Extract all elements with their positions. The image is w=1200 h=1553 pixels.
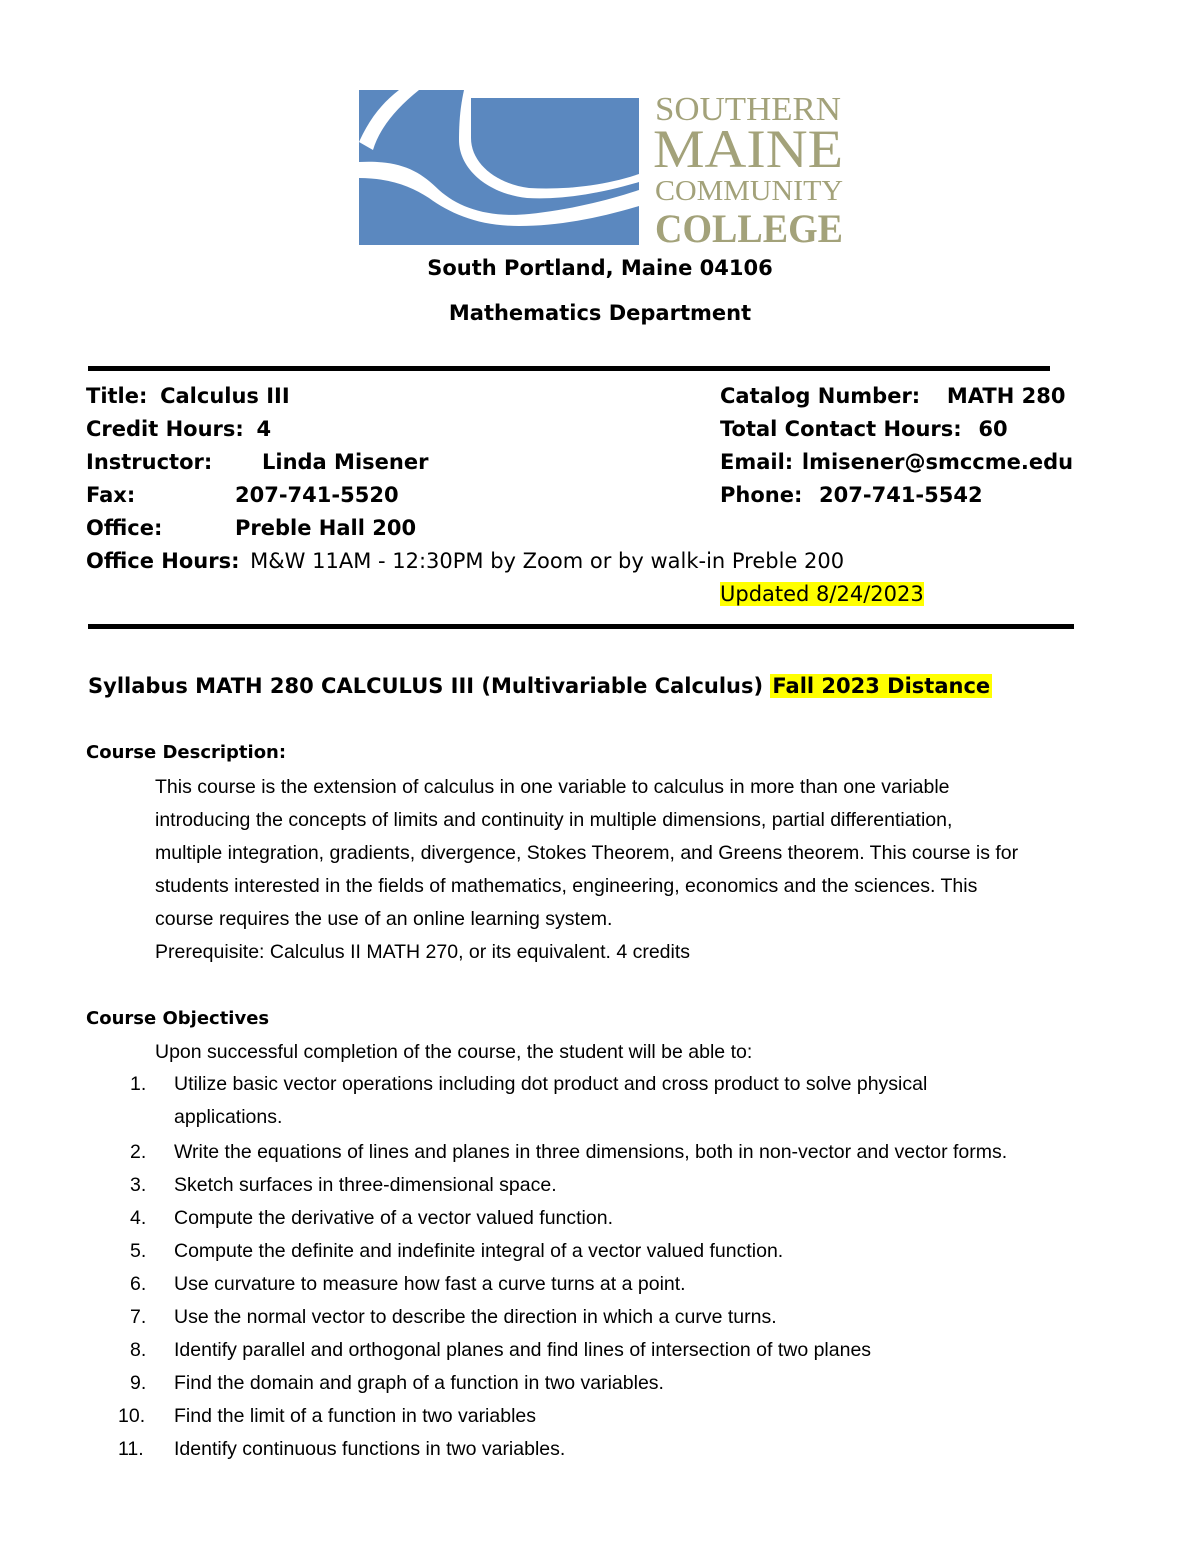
- description-body: [155, 771, 1018, 969]
- list-item: [130, 1202, 1074, 1235]
- item-number: 6.: [130, 1273, 147, 1295]
- item-number: 11.: [118, 1438, 144, 1460]
- item-number: 7.: [130, 1306, 147, 1328]
- prerequisite: Prerequisite: Calculus II MATH 270, or its equivalent. 4 credits: [155, 941, 691, 963]
- top-rule: [88, 366, 1050, 371]
- phone-label: Phone:: [720, 483, 803, 507]
- office-hours-row: [86, 549, 844, 573]
- office-hours-value: M&W 11AM - 12:30PM by Zoom or by walk-in Preble 200: [250, 549, 845, 573]
- email-row: [720, 450, 1073, 474]
- office-value: [235, 516, 416, 540]
- item-text: Use the normal vector to describe the direction in which a curve turns.: [174, 1306, 777, 1328]
- fax-value: [235, 483, 399, 507]
- item-text: Compute the derivative of a vector valued function.: [174, 1207, 613, 1229]
- logo-line-southern: SOUTHERN: [655, 91, 841, 128]
- list-item: [130, 1235, 1074, 1268]
- description-line: introducing the concepts of limits and continuity in multiple dimensions, partial differentiation,: [155, 809, 953, 831]
- logo-mark: [359, 90, 639, 245]
- email-link[interactable]: lmisener@smccme.edu: [801, 450, 1074, 474]
- office-location: Preble Hall 200: [235, 516, 417, 540]
- instructor-label: Instructor:: [86, 450, 213, 474]
- item-number: 5.: [130, 1240, 147, 1262]
- objectives-intro: Upon successful completion of the course, the student will be able to:: [155, 1041, 753, 1063]
- department: Mathematics Department: [448, 301, 752, 325]
- catalog-label: Catalog Number:: [720, 384, 921, 408]
- item-number: 8.: [130, 1339, 147, 1361]
- contact-row: [720, 417, 1008, 441]
- updated-date: Updated 8/24/2023: [720, 582, 924, 606]
- item-text: Compute the definite and indefinite integral of a vector valued function.: [174, 1240, 784, 1262]
- description-line: multiple integration, gradients, divergence, Stokes Theorem, and Greens theorem. This course is for: [155, 842, 1019, 864]
- contact-label: Total Contact Hours:: [720, 417, 962, 441]
- item-text: Identify parallel and orthogonal planes and find lines of intersection of two planes: [174, 1339, 872, 1361]
- email-label: Email:: [720, 450, 794, 474]
- item-text: Write the equations of lines and planes in three dimensions, both in non-vector and vector forms.: [174, 1141, 1008, 1163]
- phone-value: 207-741-5542: [819, 483, 983, 507]
- title-value: Calculus III: [160, 384, 290, 408]
- description-line: students interested in the fields of mathematics, engineering, economics and the sciences. This: [155, 875, 978, 897]
- syllabus-title: [88, 674, 992, 698]
- description-heading: Course Description:: [86, 742, 287, 763]
- logo-line-community: COMMUNITY: [655, 175, 844, 207]
- credit-row: [86, 417, 271, 441]
- logo-line-college: COLLEGE: [655, 206, 843, 250]
- item-number: 10.: [118, 1405, 146, 1427]
- bottom-rule: [88, 624, 1074, 629]
- list-item: [130, 1367, 1074, 1400]
- credit-value: 4: [256, 417, 272, 441]
- item-text: Use curvature to measure how fast a curve turns at a point.: [174, 1273, 686, 1295]
- address: South Portland, Maine 04106: [427, 256, 773, 280]
- description-line: course requires the use of an online learning system.: [155, 908, 613, 930]
- office-hours-label: Office Hours:: [86, 549, 240, 573]
- item-number: 1.: [130, 1073, 147, 1095]
- list-item: [118, 1400, 1074, 1433]
- instructor-row: [86, 450, 212, 474]
- catalog-value: MATH 280: [946, 384, 1066, 408]
- item-text: Identify continuous functions in two variables.: [174, 1438, 566, 1460]
- credit-label: Credit Hours:: [86, 417, 244, 441]
- list-item: [130, 1334, 1074, 1367]
- item-number: 9.: [130, 1372, 147, 1394]
- logo-line-maine: MAINE: [653, 119, 843, 179]
- item-number: 3.: [130, 1174, 147, 1196]
- item-text: Find the limit of a function in two variables: [174, 1405, 537, 1427]
- office-label: Office:: [86, 516, 163, 540]
- list-item: [130, 1301, 1074, 1334]
- instructor-value: [262, 450, 428, 474]
- title-label: Title:: [86, 384, 148, 408]
- description-line: This course is the extension of calculus in one variable to calculus in more than one variable: [155, 776, 950, 798]
- item-text: Find the domain and graph of a function in two variables.: [174, 1372, 664, 1394]
- office-row: [86, 516, 162, 540]
- fax-row: [86, 483, 135, 507]
- fax-label: Fax:: [86, 483, 136, 507]
- college-logo: [359, 90, 849, 250]
- syllabus-course: Syllabus MATH 280 CALCULUS III (Multivariable Calculus): [88, 674, 764, 698]
- phone-row: [720, 483, 983, 507]
- list-item: [130, 1068, 1074, 1134]
- objectives-heading: Course Objectives: [86, 1008, 270, 1029]
- item-text: Sketch surfaces in three-dimensional space.: [174, 1174, 557, 1196]
- item-number: 2.: [130, 1141, 147, 1163]
- updated-row: [720, 582, 924, 606]
- item-number: 4.: [130, 1207, 147, 1229]
- syllabus-term: Fall 2023 Distance: [772, 674, 991, 698]
- objectives-list: [118, 1068, 1074, 1466]
- catalog-row: [720, 384, 1065, 408]
- instructor-name: Linda Misener: [262, 450, 429, 474]
- list-item: [130, 1169, 1074, 1202]
- list-item: [118, 1433, 1074, 1466]
- title-row: [86, 384, 290, 408]
- list-item: [130, 1268, 1074, 1301]
- fax-number: 207-741-5520: [235, 483, 399, 507]
- contact-value: 60: [978, 417, 1008, 441]
- list-item: [130, 1136, 1074, 1169]
- item-text: Utilize basic vector operations including dot product and cross product to solve physical applications.: [174, 1073, 928, 1128]
